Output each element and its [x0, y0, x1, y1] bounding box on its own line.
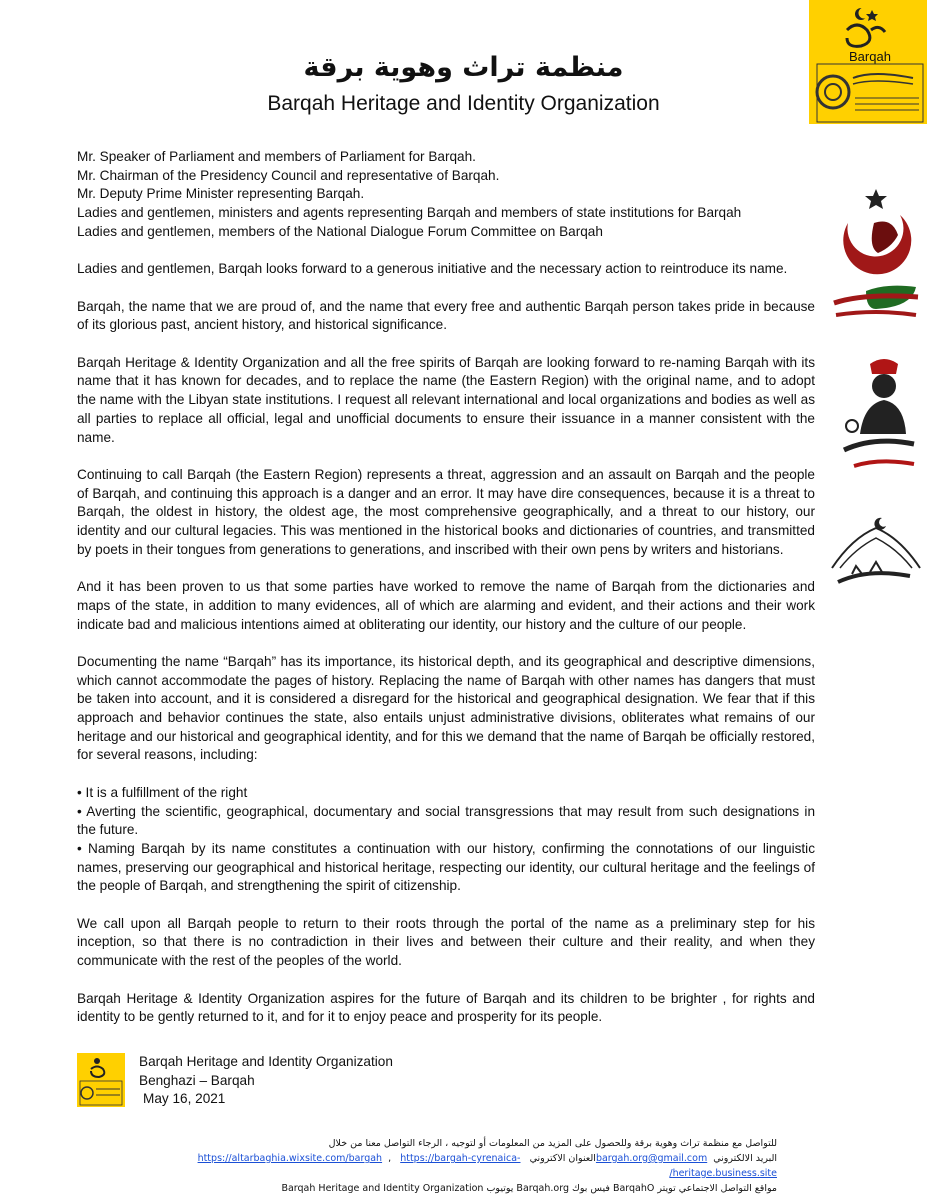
addressee-line: Ladies and gentlemen, members of the National Dialogue Forum Committee on Barqah: [77, 223, 603, 239]
title-arabic: منظمة تراث وهوية برقة: [303, 52, 624, 83]
signature-date: May 16, 2021: [143, 1091, 226, 1106]
organization-emblem-small-icon: [77, 1053, 125, 1107]
business-site-link[interactable]: https://bargah-cyrenaica-heritage.business.site/: [400, 1153, 777, 1179]
letter-body: [77, 148, 815, 1046]
reasons-list: [77, 784, 815, 896]
signature-logo: [77, 1053, 125, 1107]
poet-silhouette-icon: [834, 356, 927, 486]
poet-competition-logo: [834, 356, 927, 486]
signature-block: [139, 1053, 393, 1109]
list-item: • It is a fulfillment of the right: [77, 784, 248, 800]
addressee-line: Ladies and gentlemen, ministers and agents representing Barqah and members of state institutions for Barqah: [77, 205, 742, 221]
list-item: • Averting the scientific, geographical, documentary and social transgressions that may result from such designations in the future.: [77, 803, 815, 838]
title-english: Barqah Heritage and Identity Organization: [267, 92, 660, 115]
signature-place: Benghazi – Barqah: [139, 1072, 255, 1088]
signature-org: Barqah Heritage and Identity Organization: [139, 1054, 393, 1069]
paragraph: Barqah Heritage & Identity Organization aspires for the future of Barqah and its children to be brighter , for rights and identity to be gently returned to it, and for it to enjoy peace and prosperity for its people.: [77, 990, 815, 1025]
address-label: العنوان الاكتروني: [529, 1153, 596, 1164]
paragraph: Documenting the name “Barqah” has its importance, its historical depth, and its geographical and descriptive dimensions, which cannot accommodate the pages of history. Replacing the name of Barqah with other names has dangers that must be taken into account, and it is considered a disregard for the historical and geographical designation. We fear that if this approach and behavior continues the state, also entails unjust administrative divisions, obliterates what remains of our heritage and our historical and geographical identity, and for this we demand that the name of Barqah be officially restored, for several reasons, including:: [77, 653, 815, 763]
paragraph: We call upon all Barqah people to return to their roots through the portal of the name as a preliminary step for his inception, so that there is no contradiction in their lives and between their culture and their reality, and when they communicate with the rest of the peoples of the world.: [77, 915, 815, 969]
addressee-line: Mr. Deputy Prime Minister representing Barqah.: [77, 186, 365, 202]
paragraph: And it has been proven to us that some parties have worked to remove the name of Barqah from the dictionaries and maps of the state, in addition to many evidences, all of which are alarming and evident, and their actions and their work indicate bad and malicious intentions aimed at obliterating our identity, our history and the culture of our people.: [77, 579, 815, 632]
addressee-line: Mr. Speaker of Parliament and members of Parliament for Barqah.: [77, 149, 476, 164]
addressee-line: Mr. Chairman of the Presidency Council and representative of Barqah.: [77, 167, 500, 183]
paragraph: Barqah, the name that we are proud of, and the name that every free and authentic Barqah person takes pride in because of its glorious past, ancient history, and historical significance.: [77, 298, 815, 333]
paragraph: Barqah Heritage & Identity Organization and all the free spirits of Barqah are looking forward to re-naming Barqah with its name that it has known for decades, and to replace the name (the Eastern Region) with the original name, and to adopt the name with the Libyan state institutions. I request all relevant international and local organizations and bodies as well as all parties to replace all official, legal and unofficial documents to ensure their issuance in a manner consistent with the name.: [77, 354, 815, 445]
tent-icon: [826, 512, 927, 592]
horse-festival-logo: [826, 183, 927, 343]
list-item: • Naming Barqah by its name constitutes a continuation with our history, confirming the connotations of our linguistic names, preserving our geographical and historical heritage, respecting our identity, our cultural heritage and the feelings of the people of Barqah, and strengthening the spirit of citizenship.: [77, 840, 815, 894]
logo-label: Barqah: [849, 49, 891, 64]
footer-links-line: البريد الالكتروني bargah.org@gmail.comالعنوان الاكتروني https://altarbaghia.wixsite.com/bargah , https://bargah-cyrenaica-heritage.business.site/: [197, 1153, 777, 1179]
paragraph: Continuing to call Barqah (the Eastern Region) represents a threat, aggression and an assault on Barqah and the people of Barqah, and continuing this approach is a danger and an error. It may have dire consequences, because it is a threat to Barqah, the oldest in history, the oldest age, the most comprehensive geographically, and a threat to our history, our identity and our cultural legacies. This was mentioned in the historical books and dictionaries of countries, and transmitted by poets in their tongues from generations to generations, and inscribed with their own pens by writers and historians.: [77, 466, 815, 557]
wixsite-link[interactable]: https://altarbaghia.wixsite.com/bargah: [197, 1153, 383, 1164]
email-link[interactable]: bargah.org@gmail.com: [595, 1153, 708, 1164]
footer-contact: [177, 1136, 777, 1196]
email-label: البريد الالكتروني: [713, 1153, 777, 1164]
horse-crescent-icon: [826, 183, 927, 343]
heritage-tent-logo: [826, 512, 927, 592]
addressee-list: [77, 148, 815, 242]
footer-intro: للتواصل مع منظمة تراث وهوية برقة وللحصول على المزيد من المعلومات أو لتوجيه ، الرجاء التواصل معنا من خلال: [328, 1138, 777, 1149]
paragraph: Ladies and gentlemen, Barqah looks forward to a generous initiative and the necessary action to reintroduce its name.: [77, 261, 788, 277]
footer-social: مواقع التواصل الاجتماعي تويتر BarqahO فيس بوك Barqah.org يوتيوب Barqah Heritage and Identity Organization: [281, 1183, 777, 1194]
